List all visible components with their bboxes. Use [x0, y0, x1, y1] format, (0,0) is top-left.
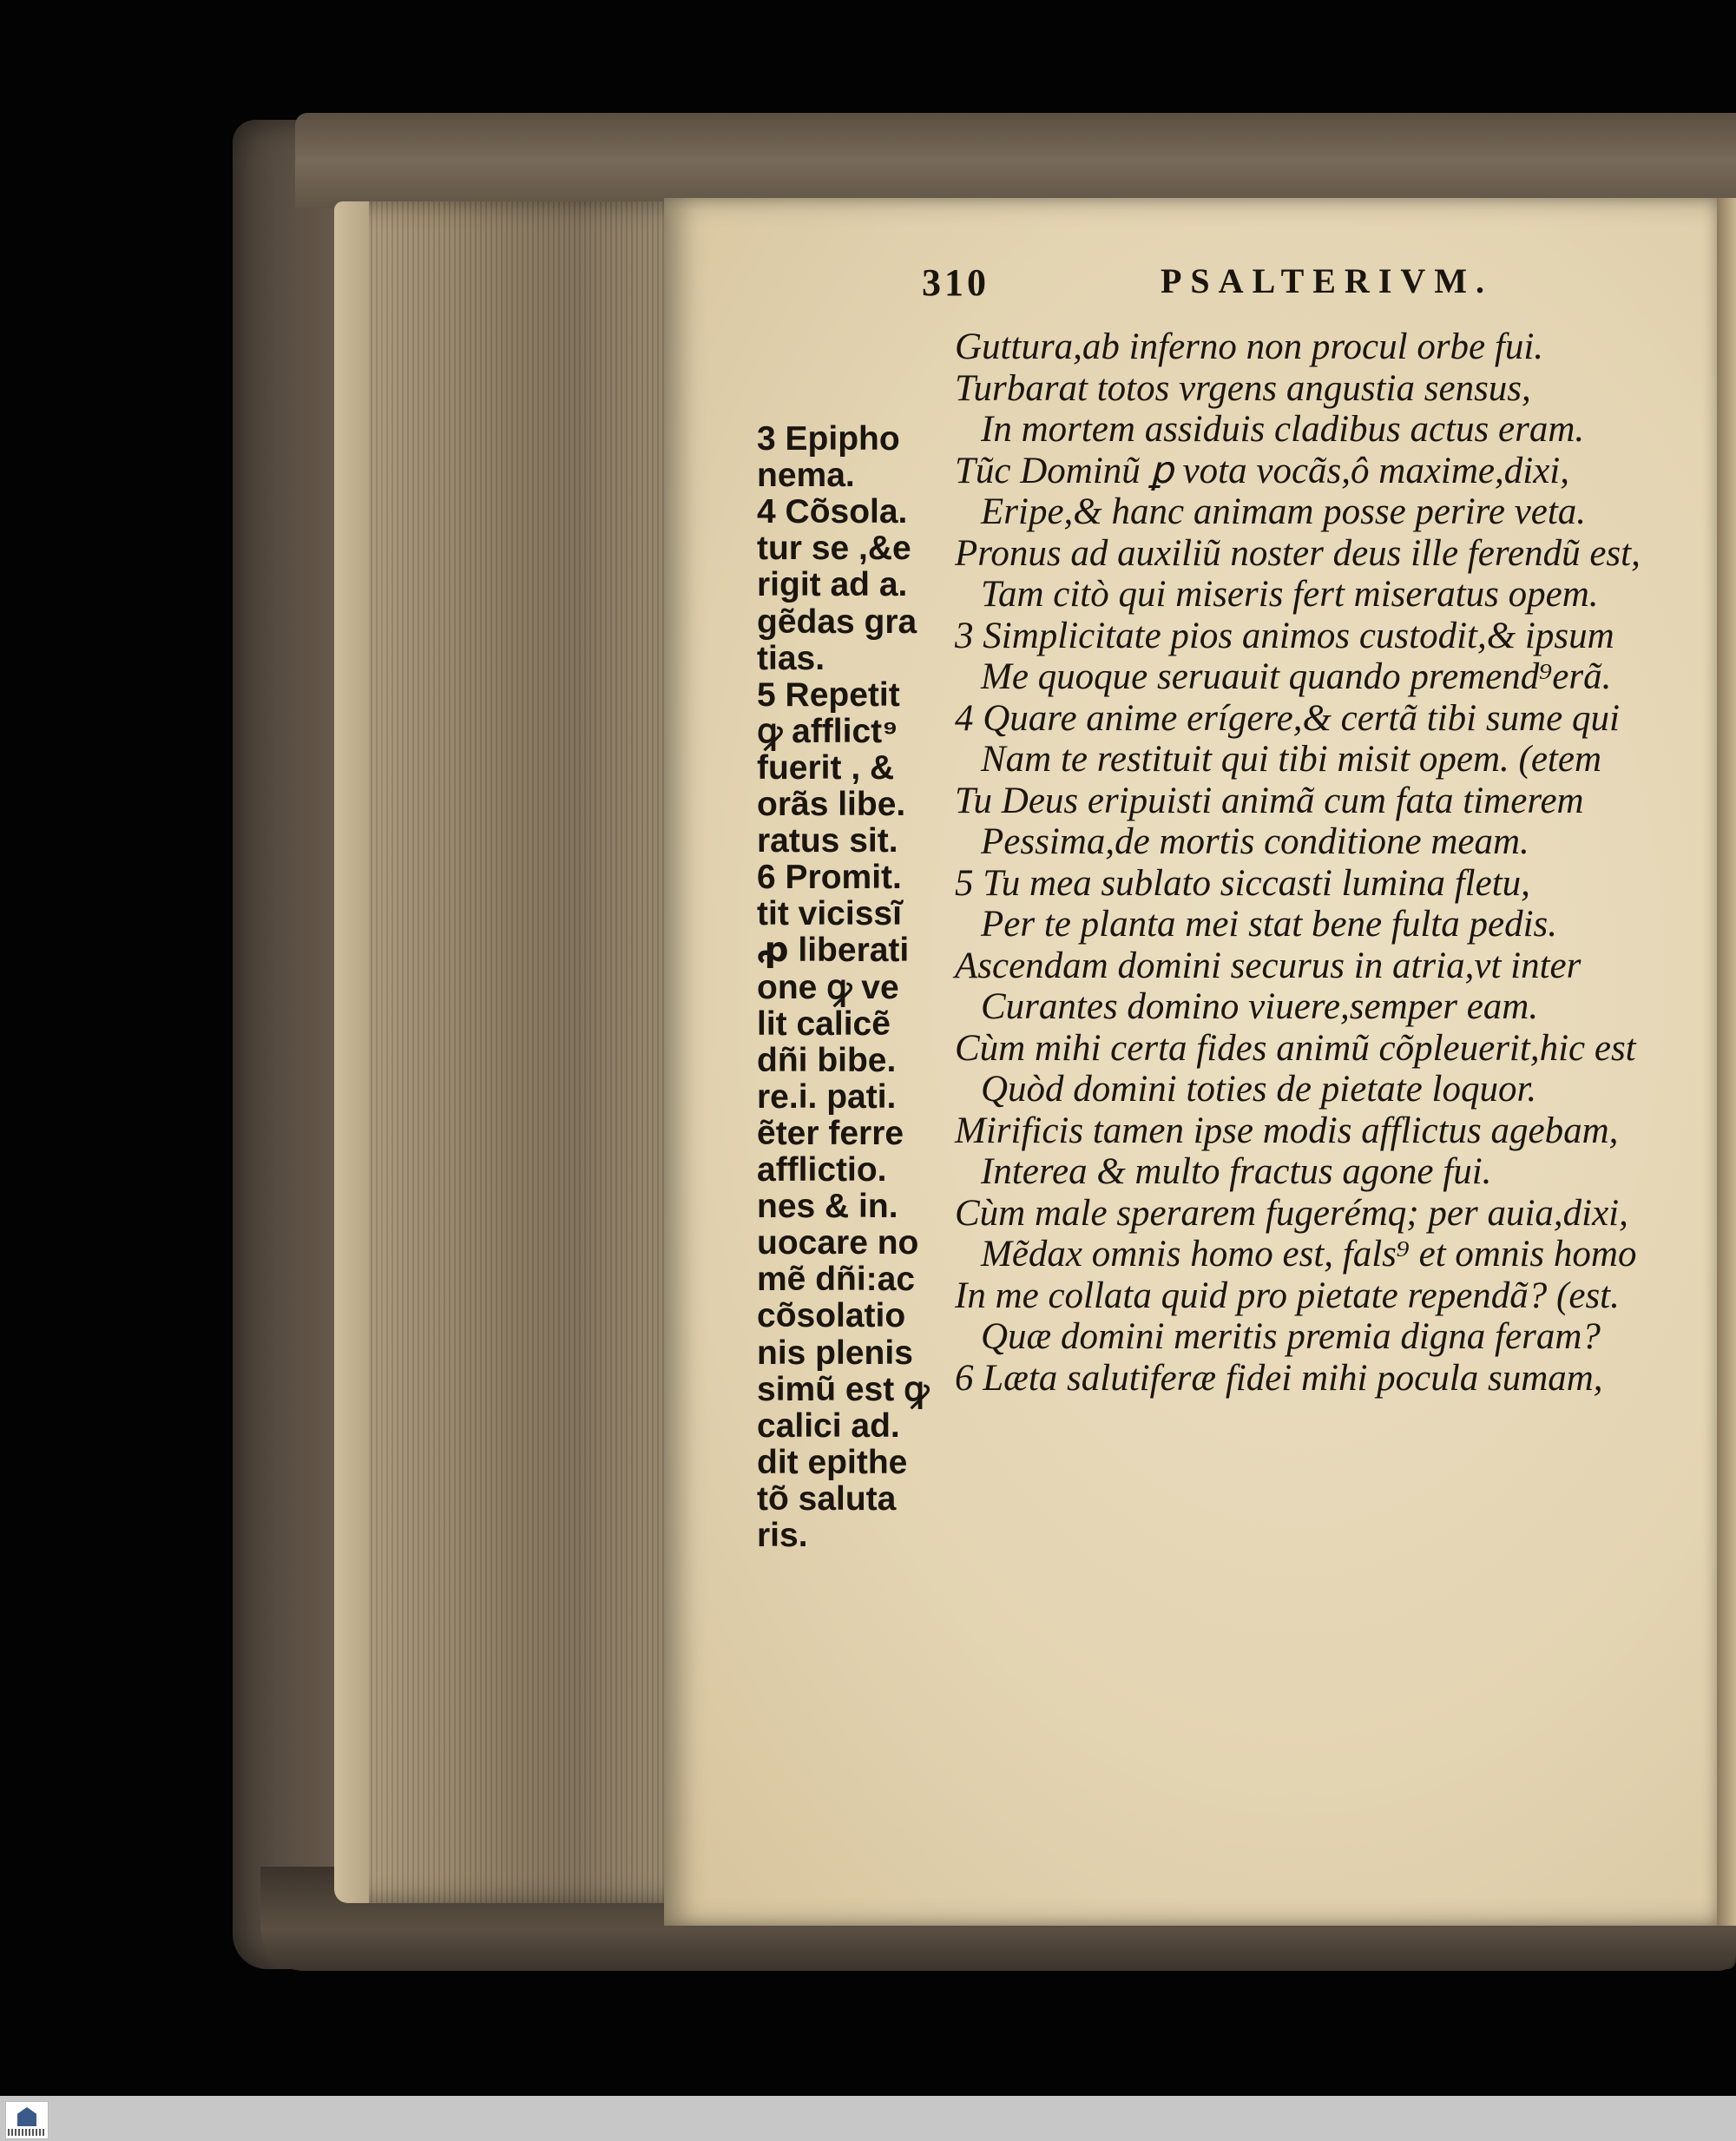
- margin-note-line: 4 Cõsola.: [757, 493, 908, 531]
- verse-line: Quòd domini toties de pietate loquor.: [981, 1069, 1537, 1110]
- margin-note-line: ꝙ afflict⁹: [757, 712, 898, 750]
- facing-page-edge: [1717, 198, 1736, 1926]
- running-title: PSALTERIVM.: [1161, 261, 1494, 300]
- verse-line: 5 Tu mea sublato siccasti lumina fletu,: [955, 862, 1530, 904]
- margin-note-line: rigit ad a.: [757, 566, 908, 604]
- library-logo-icon: [5, 2101, 49, 2139]
- margin-note-line: lit calicẽ: [757, 1005, 891, 1043]
- verse-line: 4 Quare anime erígere,& certã tibi sume qui: [955, 697, 1620, 739]
- margin-note-line: 3 Epipho: [757, 420, 900, 458]
- verse-line: Quæ domini meritis premia digna feram?: [981, 1316, 1601, 1357]
- logo-caption-mark: [8, 2129, 46, 2136]
- margin-note-line: tit vicissĩ: [757, 895, 902, 933]
- building-icon: [17, 2107, 36, 2126]
- book-cover-top-edge: [295, 113, 1736, 208]
- margin-note-line: simũ est ꝙ: [757, 1370, 930, 1408]
- viewer-footer-bar: [0, 2096, 1736, 2141]
- page-edges: [334, 201, 681, 1903]
- verse-line: Curantes domino viuere,semper eam.: [981, 986, 1539, 1027]
- verse-line: Mẽdax omnis homo est, fals⁹ et omnis homo: [981, 1234, 1637, 1275]
- verse-line: In mortem assiduis cladibus actus eram.: [981, 409, 1585, 450]
- verse-line: Tũc Dominũ ꝑ vota vocãs,ô maxime,dixi,: [955, 450, 1569, 491]
- margin-note-line: orãs libe.: [757, 786, 906, 823]
- verse-line: 3 Simplicitate pios animos custodit,& ipsum: [955, 615, 1614, 656]
- margin-note-line: ratus sit.: [757, 822, 898, 860]
- verse-line: Turbarat totos vrgens angustia sensus,: [955, 367, 1531, 409]
- verse-line: Per te planta mei stat bene fulta pedis.: [981, 904, 1558, 945]
- margin-note-line: ris.: [757, 1517, 808, 1554]
- margin-note-line: calici ad.: [757, 1406, 900, 1445]
- verse-line: Cùm male sperarem fugerémq; per auia,dixi,: [955, 1192, 1628, 1234]
- margin-note-line: ẽter ferre: [757, 1114, 904, 1152]
- verse-line: Guttura,ab inferno non procul orbe fui.: [955, 326, 1544, 367]
- verse-line: Ascendam domini securus in atria,vt inter: [955, 945, 1581, 986]
- margin-note-line: tõ saluta: [757, 1479, 897, 1518]
- margin-note-line: uocare no: [757, 1224, 919, 1262]
- margin-note-line: gẽdas gra: [757, 603, 917, 641]
- verse-line: Interea & multo fractus agone fui.: [981, 1151, 1492, 1192]
- verse-line: Tu Deus eripuisti animã cum fata timerem: [955, 780, 1584, 821]
- margin-note-line: dit epithe: [757, 1443, 908, 1481]
- margin-note-line: re.i. pati.: [757, 1077, 897, 1116]
- verse-line: Pessima,de mortis conditione meam.: [981, 821, 1529, 862]
- margin-note-line: nes & in.: [757, 1188, 898, 1226]
- margin-note-line: 6 Promit.: [757, 859, 902, 897]
- margin-note-line: nis plenis: [757, 1334, 913, 1372]
- margin-note-line: tias.: [757, 639, 825, 677]
- margin-note-line: nema.: [757, 457, 855, 495]
- verse-line: Mirificis tamen ipse modis afflictus agebam,: [955, 1110, 1619, 1151]
- margin-note-line: afflictio.: [757, 1151, 887, 1189]
- margin-note-line: 5 Repetit: [757, 675, 900, 714]
- verse-line: Eripe,& hanc animam posse perire veta.: [981, 491, 1587, 532]
- verse-line: Cùm mihi certa fides animũ cõpleuerit,hic est: [955, 1027, 1636, 1069]
- margin-note-line: mẽ dñi:ac: [757, 1261, 916, 1299]
- verse-line: Pronus ad auxiliũ noster deus ille ferendũ est,: [955, 532, 1641, 574]
- margin-note-line: tur se ,&e: [757, 530, 911, 568]
- verse-line: Me quoque seruauit quando premend⁹erã.: [981, 656, 1612, 697]
- verse-line: 6 Læta salutiferæ fidei mihi pocula sumam,: [955, 1357, 1603, 1399]
- page-edges-highlight: [334, 201, 369, 1903]
- margin-note-line: one ꝙ ve: [757, 968, 899, 1006]
- verse-line: Nam te restituit qui tibi misit opem. (etem: [981, 739, 1602, 780]
- verse-line: Tam citò qui miseris fert miseratus opem.: [981, 574, 1599, 615]
- margin-note-line: cõsolatio: [757, 1297, 906, 1335]
- page-number: 310: [922, 261, 990, 304]
- margin-note-line: fuerit , &: [757, 748, 895, 787]
- verse-line: In me collata quid pro pietate rependã? (est.: [955, 1275, 1620, 1316]
- margin-note-line: ꝓ liberati: [757, 932, 910, 970]
- margin-note-line: dñi bibe.: [757, 1041, 897, 1079]
